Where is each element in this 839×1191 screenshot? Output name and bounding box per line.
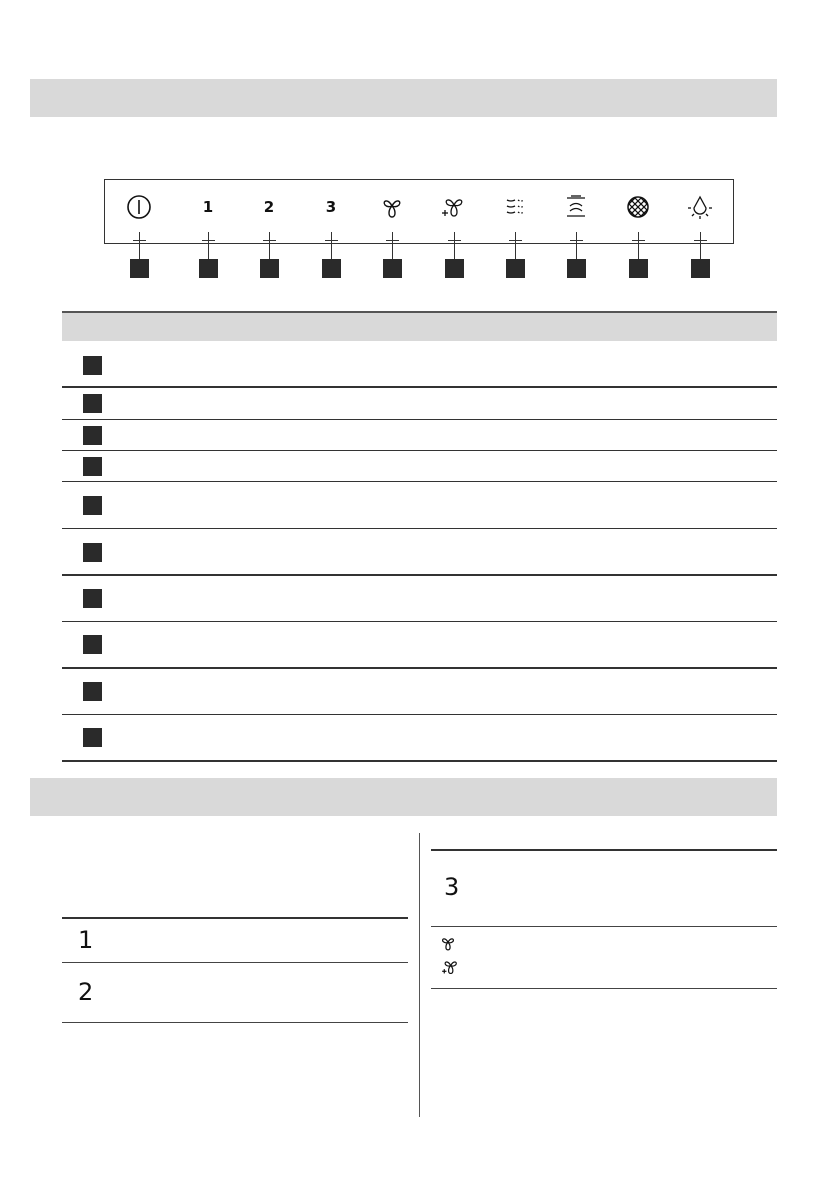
- speed-3-button[interactable]: [316, 195, 346, 219]
- fan-boost-icon: [439, 194, 467, 220]
- callout-marker-4: [322, 259, 341, 278]
- table-header: [62, 311, 777, 341]
- table-row-separator: [62, 667, 777, 669]
- table-row-marker: [83, 426, 102, 445]
- light-button[interactable]: [685, 195, 715, 219]
- speed-2-label: 2: [78, 978, 94, 1006]
- table-row-marker: [83, 356, 102, 375]
- table-row-separator: [62, 621, 777, 622]
- callout-marker-5: [383, 259, 402, 278]
- table-row-separator: [62, 574, 777, 576]
- fan-icon: [379, 194, 405, 220]
- section-header-band: [30, 79, 777, 117]
- fan-button[interactable]: [377, 195, 407, 219]
- leader-line: [392, 232, 393, 259]
- leader-line: [515, 232, 516, 259]
- speed-table-rule: [431, 926, 777, 927]
- section-header-band: [30, 778, 777, 816]
- leader-tick: [133, 240, 146, 241]
- table-row-marker: [83, 394, 102, 413]
- table-row-marker: [83, 728, 102, 747]
- callout-marker-6: [445, 259, 464, 278]
- callout-marker-9: [629, 259, 648, 278]
- table-row-marker: [83, 457, 102, 476]
- leader-tick: [570, 240, 583, 241]
- leader-tick: [448, 240, 461, 241]
- table-row-separator: [62, 481, 777, 482]
- speed-3-label: 3: [325, 198, 337, 216]
- leader-tick: [509, 240, 522, 241]
- table-row-marker: [83, 496, 102, 515]
- speed-2-label: 2: [263, 198, 275, 216]
- leader-line: [638, 232, 639, 259]
- speed-1-label: 1: [78, 926, 94, 954]
- speed-1-button[interactable]: [193, 195, 223, 219]
- speed-table-rule: [431, 988, 777, 989]
- speed-table-rule: [431, 849, 777, 851]
- callout-marker-2: [199, 259, 218, 278]
- callout-marker-8: [567, 259, 586, 278]
- callout-marker-1: [130, 259, 149, 278]
- callout-marker-3: [260, 259, 279, 278]
- table-row-marker: [83, 635, 102, 654]
- table-row-marker: [83, 543, 102, 562]
- power-icon: [126, 194, 152, 220]
- fan-boost-icon: [440, 957, 460, 982]
- leader-tick: [325, 240, 338, 241]
- leader-line: [454, 232, 455, 259]
- callout-marker-7: [506, 259, 525, 278]
- callout-marker-10: [691, 259, 710, 278]
- table-row-separator: [62, 419, 777, 420]
- table-row-separator: [62, 528, 777, 529]
- speed-1-label: 1: [202, 198, 214, 216]
- hob-to-hood-button[interactable]: [561, 195, 591, 219]
- leader-tick: [263, 240, 276, 241]
- speed-table-rule: [62, 962, 408, 963]
- leader-line: [269, 232, 270, 259]
- table-row-marker: [83, 682, 102, 701]
- filter-button[interactable]: [623, 195, 653, 219]
- speed-3-label: 3: [444, 873, 460, 901]
- light-bulb-icon: [686, 194, 714, 220]
- fan-icon: [439, 934, 457, 957]
- table-row-marker: [83, 589, 102, 608]
- speed-table-rule: [62, 1022, 408, 1023]
- column-divider: [419, 833, 420, 1117]
- filter-icon: [625, 194, 651, 220]
- table-row-separator: [62, 450, 777, 451]
- heat-sensor-button[interactable]: [500, 195, 530, 219]
- leader-tick: [694, 240, 707, 241]
- leader-line: [700, 232, 701, 259]
- speed-table-rule: [62, 917, 408, 919]
- leader-tick: [202, 240, 215, 241]
- leader-line: [208, 232, 209, 259]
- table-row-separator: [62, 760, 777, 762]
- speed-2-button[interactable]: [254, 195, 284, 219]
- table-row-separator: [62, 386, 777, 388]
- power-button[interactable]: [124, 195, 154, 219]
- leader-line: [139, 232, 140, 259]
- leader-tick: [632, 240, 645, 241]
- leader-tick: [386, 240, 399, 241]
- leader-line: [576, 232, 577, 259]
- table-row-separator: [62, 714, 777, 715]
- hob-to-hood-icon: [563, 194, 589, 220]
- fan-boost-button[interactable]: [438, 195, 468, 219]
- heat-waves-icon: [502, 194, 528, 220]
- leader-line: [331, 232, 332, 259]
